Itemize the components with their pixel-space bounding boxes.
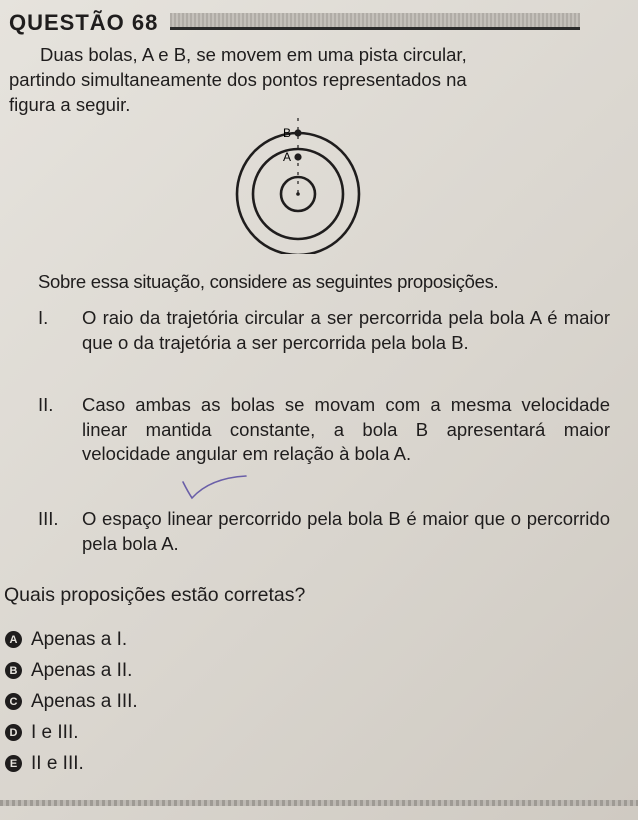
proposition-i [38, 306, 610, 355]
option-letter-badge: D [5, 724, 22, 741]
statements-intro: Sobre essa situação, considere as seguintes proposições. [38, 271, 499, 292]
proposition-number: III. [38, 508, 59, 529]
intro-paragraph [9, 42, 583, 117]
option-letter-badge: B [5, 662, 22, 679]
bottom-decorative-rule [0, 800, 638, 806]
intro-line-2: partindo simultaneamente dos pontos representados na [9, 69, 467, 90]
handwritten-check-mark [180, 472, 252, 500]
proposition-ii [38, 393, 610, 467]
center-point [296, 192, 300, 196]
option-text: I e III. [31, 721, 79, 743]
option-a[interactable] [5, 624, 405, 655]
option-text: Apenas a II. [31, 659, 133, 681]
ball-a-marker [294, 153, 301, 160]
intro-line-1: Duas bolas, A e B, se movem em uma pista circular, [40, 44, 467, 65]
label-a: A [283, 150, 292, 164]
proposition-text: O espaço linear percorrido pela bola B é maior que o percorrido pela bola A. [82, 508, 610, 554]
proposition-text: O raio da trajetória circular a ser percorrida pela bola A é maior que o da trajetória a ser percorrida pela bola B. [82, 307, 610, 353]
question-title: QUESTÃO 68 [9, 10, 159, 35]
option-text: Apenas a I. [31, 628, 128, 650]
option-text: Apenas a III. [31, 690, 138, 712]
proposition-text: Caso ambas as bolas se movam com a mesma velocidade linear mantida constante, a bola B apresentará maior velocidade angular em relação à bola A. [82, 394, 610, 464]
option-b[interactable] [5, 655, 405, 686]
circular-track-figure [228, 112, 368, 254]
option-letter-badge: C [5, 693, 22, 710]
proposition-number: II. [38, 394, 54, 415]
answer-options [5, 624, 405, 779]
title-decorative-rule [170, 13, 580, 30]
question-prompt: Quais proposições estão corretas? [4, 584, 306, 606]
proposition-iii [38, 507, 610, 556]
option-d[interactable] [5, 717, 405, 748]
option-text: II e III. [31, 752, 84, 774]
option-letter-badge: E [5, 755, 22, 772]
ball-b-marker [294, 129, 301, 136]
option-e[interactable] [5, 748, 405, 779]
option-c[interactable] [5, 686, 405, 717]
option-letter-badge: A [5, 631, 22, 648]
proposition-number: I. [38, 307, 49, 328]
label-b: B [283, 126, 292, 140]
intro-line-3: figura a seguir. [9, 94, 131, 115]
